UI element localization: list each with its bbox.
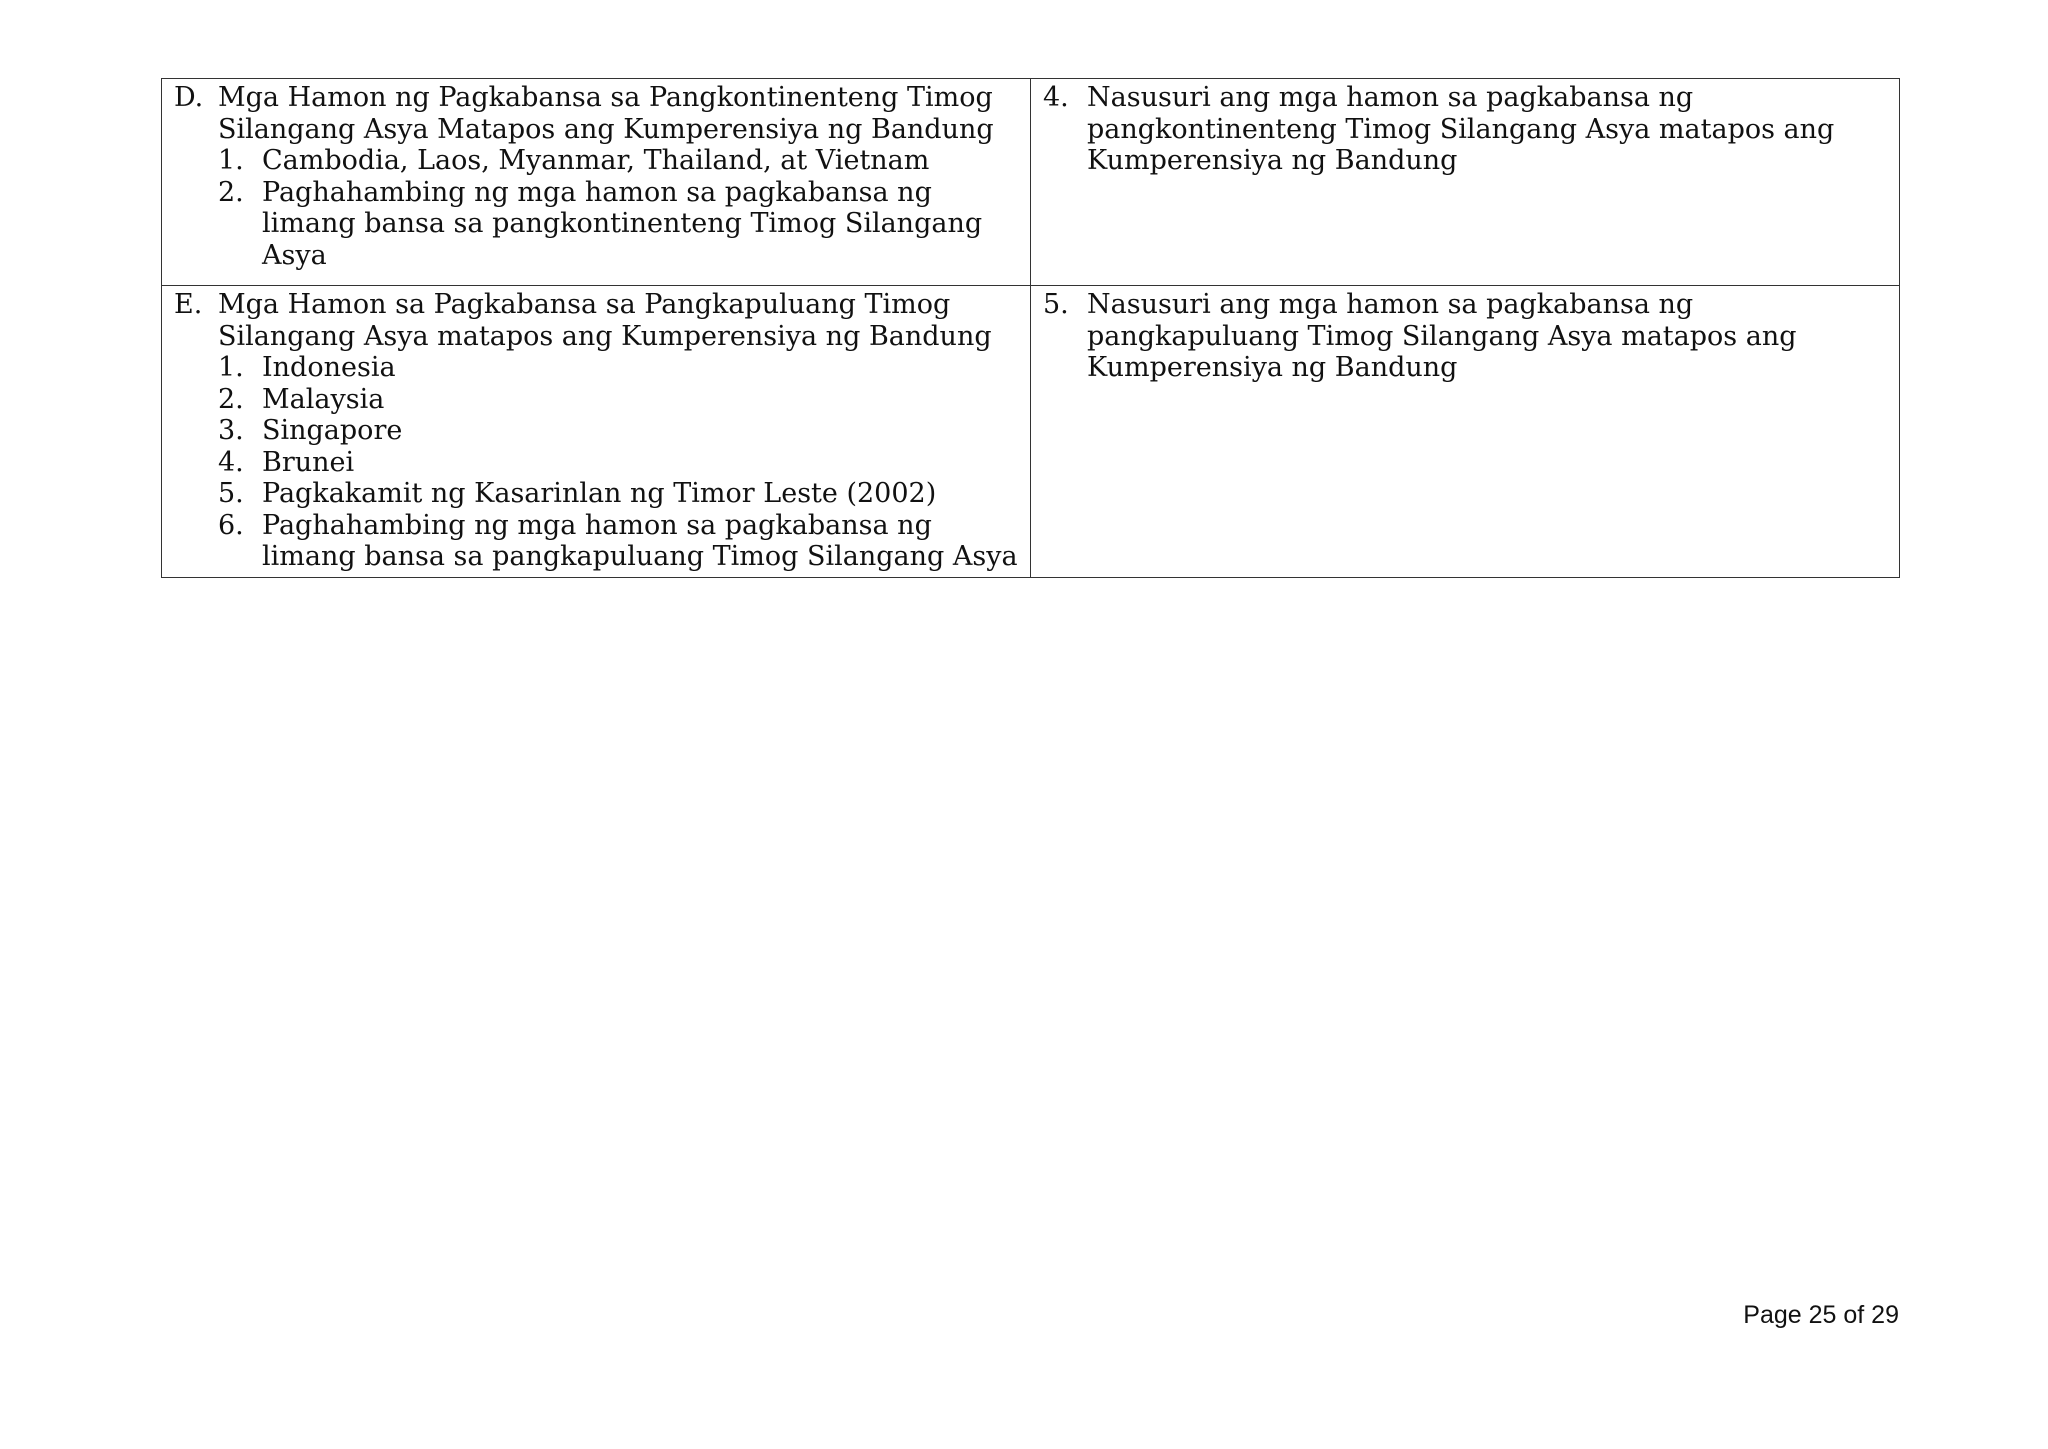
list-item-marker: 2. — [218, 383, 244, 415]
list-item-text: Pagkakamit ng Kasarinlan ng Timor Leste (2002) — [262, 478, 937, 509]
subtopic-list — [218, 145, 1018, 271]
list-item-text: Cambodia, Laos, Myanmar, Thailand, at Vietnam — [262, 145, 930, 176]
list-item — [218, 145, 1018, 177]
list-item-text: Singapore — [262, 415, 403, 446]
list-item-marker: 1. — [218, 145, 244, 176]
competency-marker: 5. — [1043, 289, 1069, 320]
content-cell — [162, 286, 1031, 578]
topic-marker: D. — [174, 82, 204, 113]
topic-e — [174, 289, 1018, 573]
list-item — [218, 415, 1018, 447]
table-row — [162, 286, 1900, 578]
list-item — [218, 177, 1018, 272]
topic-marker: E. — [174, 289, 203, 320]
topic-title: Mga Hamon ng Pagkabansa sa Pangkontinenteng Timog Silangang Asya Matapos ang Kumperensiya ng Bandung — [218, 82, 994, 145]
list-item-text: Indonesia — [262, 352, 396, 383]
competency-cell — [1031, 79, 1900, 286]
list-item-text: Paghahambing ng mga hamon sa pagkabansa ng limang bansa sa pangkapuluang Timog Silangang Asya — [262, 509, 1018, 572]
competency-5 — [1043, 289, 1887, 384]
competency-cell — [1031, 286, 1900, 578]
list-item — [218, 447, 1018, 479]
list-item-text: Brunei — [262, 446, 355, 478]
competency-marker: 4. — [1043, 82, 1069, 113]
competency-text: Nasusuri ang mga hamon sa pagkabansa ng pangkontinenteng Timog Silangang Asya matapos ang Kumperensiya ng Bandung — [1087, 82, 1835, 176]
list-item-marker: 3. — [218, 415, 244, 446]
list-item-marker: 6. — [218, 509, 244, 541]
list-item — [218, 510, 1018, 573]
competency-4 — [1043, 82, 1887, 177]
topic-title: Mga Hamon sa Pagkabansa sa Pangkapuluang Timog Silangang Asya matapos ang Kumperensiya ng Bandung — [218, 289, 992, 352]
page-number: Page 25 of 29 — [1743, 1301, 1899, 1329]
list-item-marker: 4. — [218, 446, 244, 478]
content-cell — [162, 79, 1031, 286]
list-item-marker: 2. — [218, 176, 244, 208]
list-item-marker: 5. — [218, 478, 244, 509]
list-item-text: Malaysia — [262, 383, 385, 415]
list-item — [218, 352, 1018, 384]
topic-d — [174, 82, 1018, 271]
list-item-marker: 1. — [218, 352, 244, 383]
curriculum-table — [161, 78, 1900, 578]
list-item-text: Paghahambing ng mga hamon sa pagkabansa ng limang bansa sa pangkontinenteng Timog Silangang Asya — [262, 176, 983, 271]
competency-text: Nasusuri ang mga hamon sa pagkabansa ng pangkapuluang Timog Silangang Asya matapos ang Kumperensiya ng Bandung — [1087, 289, 1797, 383]
subtopic-list — [218, 352, 1018, 573]
list-item — [218, 384, 1018, 416]
list-item — [218, 478, 1018, 510]
table-row — [162, 79, 1900, 286]
